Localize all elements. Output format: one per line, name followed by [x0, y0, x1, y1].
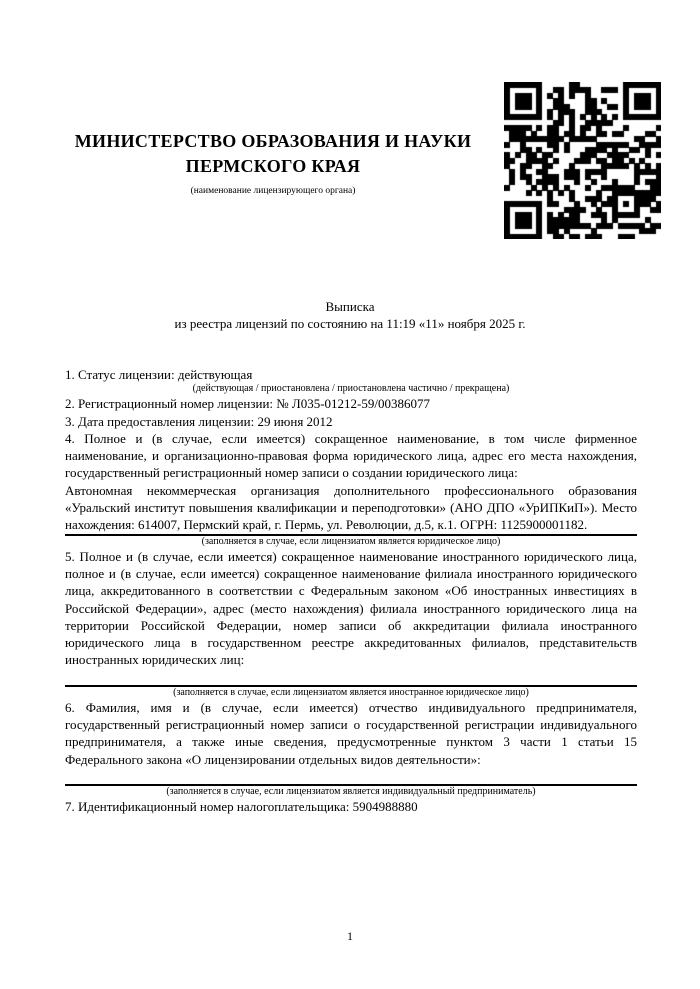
- item-registration-number: 2. Регистрационный номер лицензии: № Л035-01212-59/00386077: [65, 396, 431, 412]
- item-entrepreneur-label: 6. Фамилия, имя и (в случае, если имеется) отчество индивидуального предпринимателя, государственный регистрационный номер записи о государственной регистрации индивидуального предпринимателя, а также иные сведения, предусмотренные пунктом 3 части 1 статьи 15 Федерального закона «О лицензировании отдельных видов деятельности»:: [65, 699, 637, 767]
- item-foreign-entity-value: [65, 669, 637, 685]
- item-license-status: 1. Статус лицензии: действующая: [65, 367, 253, 382]
- item-legal-entity-value: Автономная некоммерческая организация дополнительного профессионального образования «Уральский институт повышения квалификации и переподготовки» (АНО ДПО «УрИПКиП»). Место нахождения: 614007, Пермский край, г. Пермь, ул. Революции, д.5, к.1. ОГРН: 1125900001182.: [65, 482, 637, 533]
- licensing-authority-header: [65, 129, 481, 196]
- item-entrepreneur-value: [65, 768, 637, 784]
- item-license-status-caption: (действующая / приостановлена / приостановлена частично / прекращена): [192, 383, 510, 395]
- authority-subtitle: (наименование лицензирующего органа): [190, 186, 356, 196]
- ministry-name: [65, 129, 481, 179]
- qr-code-icon: [504, 82, 661, 239]
- ministry-name-line2: ПЕРМСКОГО КРАЯ: [185, 156, 361, 176]
- document-title: [0, 298, 700, 332]
- page-number: 1: [347, 929, 353, 943]
- item-entrepreneur-caption: (заполняется в случае, если лицензиатом является индивидуальный предприниматель): [166, 785, 536, 797]
- document-body: [65, 366, 637, 815]
- item-legal-entity-label: 4. Полное и (в случае, если имеется) сокращенное наименование, в том числе фирменное наименование, и организационно-правовая форма юридического лица, адрес его места нахождения, государственный регистрационный номер записи о создании юридического лица:: [65, 430, 637, 481]
- item-grant-date: 3. Дата предоставления лицензии: 29 июня 2012: [65, 413, 333, 429]
- document-title-line2: из реестра лицензий по состоянию на 11:19 «11» ноября 2025 г.: [174, 316, 526, 331]
- item-foreign-entity-label: 5. Полное и (в случае, если имеется) сокращенное наименование иностранного юридического лица, полное и (в случае, если имеется) сокращенное наименование филиала иностранного юридического лица, аккредитованного в соответствии с Федеральным законом «Об иностранных инвестициях в Российской Федерации», адрес (место нахождения) филиала иностранного юридического лица на территории Российской Федерации, номер записи об аккредитации филиала иностранного юридического лица в государственном реестре аккредитованных филиалов, представительств иностранных юридических лиц:: [65, 548, 637, 668]
- ministry-name-line1: МИНИСТЕРСТВО ОБРАЗОВАНИЯ И НАУКИ: [74, 131, 472, 151]
- item-foreign-entity-caption: (заполняется в случае, если лицензиатом является иностранное юридическое лицо): [173, 686, 529, 698]
- item-legal-entity-caption: (заполняется в случае, если лицензиатом является юридическое лицо): [201, 535, 501, 547]
- item-inn: 7. Идентификационный номер налогоплательщика: 5904988880: [65, 798, 418, 814]
- document-title-line1: Выписка: [325, 299, 375, 314]
